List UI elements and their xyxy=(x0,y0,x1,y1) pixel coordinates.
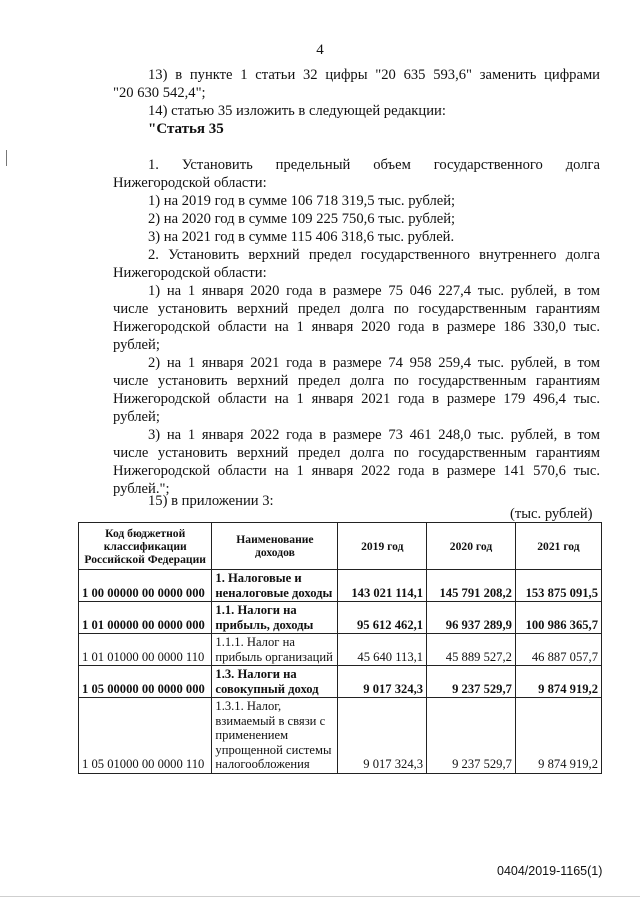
paragraph-2-item-2-line-1: 2) на 1 января 2021 года в размере 74 958 259,4 тыс. рублей, в том xyxy=(148,355,600,371)
header-2019: 2019 год xyxy=(338,523,427,570)
table-header-row xyxy=(79,523,602,570)
item-15: 15) в приложении 3: xyxy=(148,493,274,509)
paragraph-1-line-1: 1. Установить предельный объем государственного долга xyxy=(148,157,600,173)
table-row xyxy=(79,666,602,698)
row-value-2019: 143 021 114,1 xyxy=(338,570,427,602)
row-name: 1. Налоговые и неналоговые доходы xyxy=(212,570,338,602)
item-13-line-2: "20 630 542,4"; xyxy=(113,85,206,101)
header-2021: 2021 год xyxy=(515,523,601,570)
paragraph-1-item-2: 2) на 2020 год в сумме 109 225 750,6 тыс. рублей; xyxy=(148,211,456,227)
table-row xyxy=(79,698,602,774)
table-row xyxy=(79,634,602,666)
page-bottom-line xyxy=(0,896,640,897)
table-row xyxy=(79,570,602,602)
row-value-2019: 95 612 462,1 xyxy=(338,602,427,634)
row-value-2021: 153 875 091,5 xyxy=(515,570,601,602)
paragraph-2-item-3-line-2: числе установить верхний предел долга по государственным гарантиям xyxy=(113,445,600,461)
paragraph-1-item-3: 3) на 2021 год в сумме 115 406 318,6 тыс. рублей. xyxy=(148,229,455,245)
header-name: Наименование доходов xyxy=(212,523,338,570)
row-value-2019: 45 640 113,1 xyxy=(338,634,427,666)
paragraph-1-item-1: 1) на 2019 год в сумме 106 718 319,5 тыс. рублей; xyxy=(148,193,456,209)
paragraph-2-item-2-line-3: Нижегородской области на 1 января 2021 года в размере 179 496,4 тыс. xyxy=(113,391,600,407)
paragraph-1-line-2: Нижегородской области: xyxy=(113,175,267,191)
row-code: 1 01 01000 00 0000 110 xyxy=(79,634,212,666)
paragraph-2-item-2-line-2: числе установить верхний предел долга по государственным гарантиям xyxy=(113,373,600,389)
table-row xyxy=(79,602,602,634)
header-code: Код бюджетной классификации Российской Федерации xyxy=(79,523,212,570)
row-name: 1.3.1. Налог, взимаемый в связи с применением упрощенной системы налогообложения xyxy=(212,698,338,774)
paragraph-2-item-1-line-3: Нижегородской области на 1 января 2020 года в размере 186 330,0 тыс. xyxy=(113,319,600,335)
paragraph-2-item-1-line-2: числе установить верхний предел долга по государственным гарантиям xyxy=(113,301,600,317)
row-value-2021: 100 986 365,7 xyxy=(515,602,601,634)
row-value-2020: 45 889 527,2 xyxy=(427,634,516,666)
row-value-2020: 9 237 529,7 xyxy=(427,698,516,774)
paragraph-2-line-2: Нижегородской области: xyxy=(113,265,267,281)
units-label: (тыс. рублей) xyxy=(510,506,593,522)
row-value-2021: 9 874 919,2 xyxy=(515,698,601,774)
item-13-line-1: 13) в пункте 1 статьи 32 цифры "20 635 593,6" заменить цифрами xyxy=(148,67,600,83)
row-value-2021: 46 887 057,7 xyxy=(515,634,601,666)
document-id: 0404/2019-1165(1) xyxy=(497,864,603,878)
row-value-2019: 9 017 324,3 xyxy=(338,666,427,698)
paragraph-2-line-1: 2. Установить верхний предел государственного внутреннего долга xyxy=(148,247,600,263)
row-value-2019: 9 017 324,3 xyxy=(338,698,427,774)
paragraph-2-item-3-line-3: Нижегородской области на 1 января 2022 года в размере 141 570,6 тыс. xyxy=(113,463,600,479)
header-2020: 2020 год xyxy=(427,523,516,570)
row-name: 1.1. Налоги на прибыль, доходы xyxy=(212,602,338,634)
paragraph-2-item-2-line-4: рублей; xyxy=(113,409,160,425)
row-name: 1.3. Налоги на совокупный доход xyxy=(212,666,338,698)
paragraph-2-item-3-line-1: 3) на 1 января 2022 года в размере 73 461 248,0 тыс. рублей, в том xyxy=(148,427,600,443)
page-number: 4 xyxy=(316,42,324,58)
article-heading: "Статья 35 xyxy=(148,121,224,137)
paragraph-2-item-1-line-4: рублей; xyxy=(113,337,160,353)
row-code: 1 01 00000 00 0000 000 xyxy=(79,602,212,634)
row-value-2020: 9 237 529,7 xyxy=(427,666,516,698)
row-code: 1 05 00000 00 0000 000 xyxy=(79,666,212,698)
item-14: 14) статью 35 изложить в следующей редакции: xyxy=(148,103,446,119)
row-value-2020: 96 937 289,9 xyxy=(427,602,516,634)
row-code: 1 00 00000 00 0000 000 xyxy=(79,570,212,602)
revenue-table xyxy=(78,522,602,774)
paragraph-2-item-1-line-1: 1) на 1 января 2020 года в размере 75 046 227,4 тыс. рублей, в том xyxy=(148,283,600,299)
row-code: 1 05 01000 00 0000 110 xyxy=(79,698,212,774)
row-value-2020: 145 791 208,2 xyxy=(427,570,516,602)
row-value-2021: 9 874 919,2 xyxy=(515,666,601,698)
paragraph-2-item-3-line-4: рублей."; xyxy=(113,481,170,497)
row-name: 1.1.1. Налог на прибыль организаций xyxy=(212,634,338,666)
margin-mark xyxy=(6,150,7,166)
